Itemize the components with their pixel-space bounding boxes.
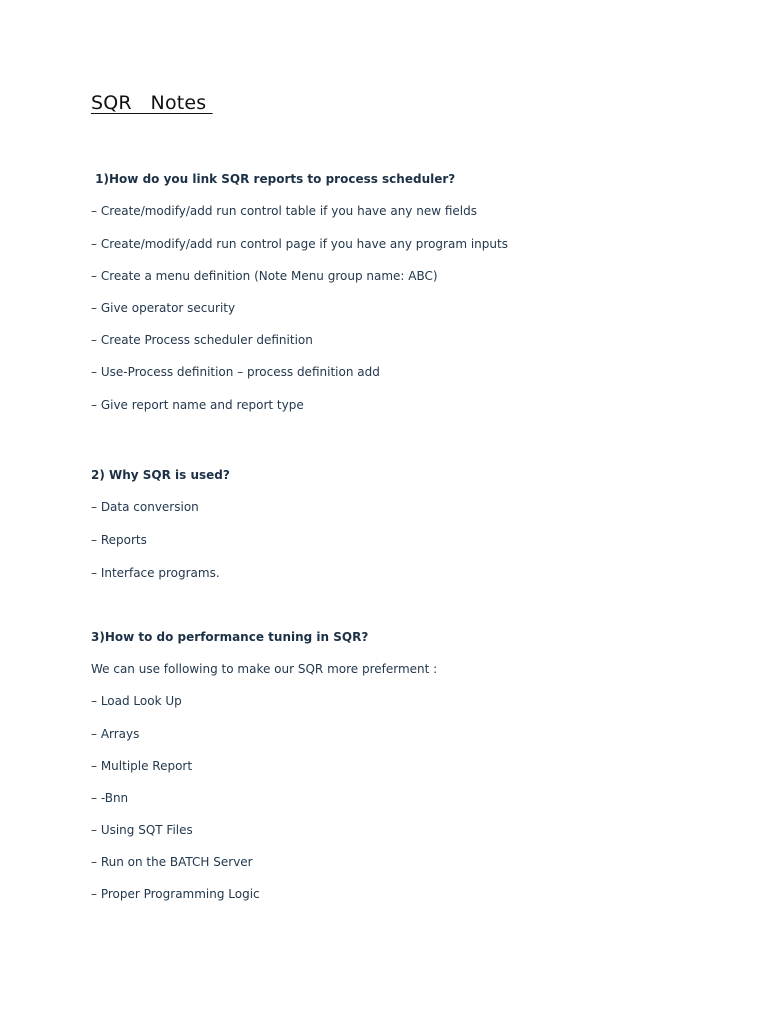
section-2-item-3: – Interface programs. xyxy=(91,566,220,580)
section-2-item-1: – Data conversion xyxy=(91,500,199,514)
section-1-item-2: – Create/modify/add run control page if you have any program inputs xyxy=(91,237,508,251)
section-1-item-7: – Give report name and report type xyxy=(91,398,304,412)
page-title: SQR Notes xyxy=(91,92,213,114)
section-1-item-5: – Create Process scheduler definition xyxy=(91,333,313,347)
section-2-item-2: – Reports xyxy=(91,533,147,547)
section-3-item-5: – Using SQT Files xyxy=(91,823,193,837)
section-3-item-4: – -Bnn xyxy=(91,791,129,805)
section-3-item-7: – Proper Programming Logic xyxy=(91,887,260,901)
section-1-item-4: – Give operator security xyxy=(91,301,236,315)
section-3-heading: 3)How to do performance tuning in SQR? xyxy=(91,630,369,644)
section-3-item-2: – Arrays xyxy=(91,727,140,741)
section-3-item-3: – Multiple Report xyxy=(91,759,193,773)
section-1-item-1: – Create/modify/add run control table if you have any new fields xyxy=(91,204,477,218)
section-3-item-6: – Run on the BATCH Server xyxy=(91,855,253,869)
section-2-heading: 2) Why SQR is used? xyxy=(91,468,230,482)
section-1-item-6: – Use-Process definition – process definition add xyxy=(91,365,380,379)
section-3-intro: We can use following to make our SQR more preferment : xyxy=(91,662,438,676)
section-1-item-3: – Create a menu definition (Note Menu group name: ABC) xyxy=(91,269,438,283)
section-3-item-1: – Load Look Up xyxy=(91,694,182,708)
section-1-heading: 1)How do you link SQR reports to process scheduler? xyxy=(91,172,456,186)
